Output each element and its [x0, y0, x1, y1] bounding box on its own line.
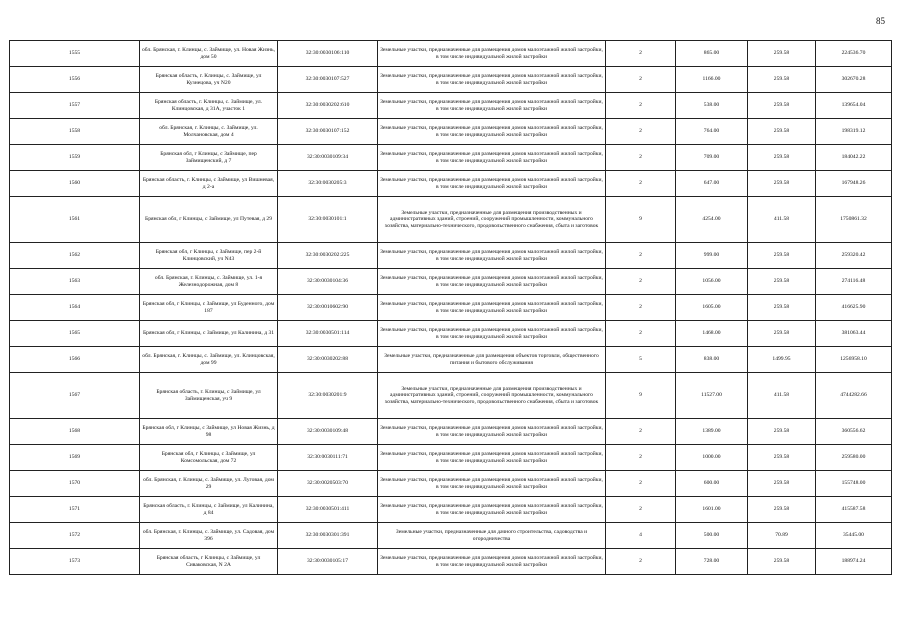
address-cell: Брянская область, г. Клинцы, с Займище, ул Вишневая, д 2-а [140, 171, 278, 197]
cadastral-number-cell: 32:30:0030202:610 [278, 93, 378, 119]
use-group-cell: 2 [606, 93, 676, 119]
cadastral-number-cell: 32:30:0030107:527 [278, 67, 378, 93]
table-row [10, 295, 892, 321]
address-cell: Брянская область, г. Клинцы, с Займище, ул Калинина, д 84 [140, 497, 278, 523]
cadastral-number-cell: 32:30:0030201:9 [278, 373, 378, 419]
cadastral-number-cell: 32:30:0030106:110 [278, 41, 378, 67]
specific-value-cell: 259.58 [748, 321, 816, 347]
land-use-cell: Земельные участки, предназначенные для размещения производственных и административных зданий, строений, сооружений промышленности, коммунального хозяйства, материально-технического, продовольственного снабжения, сбыта и заготовок [378, 197, 606, 243]
use-group-cell: 2 [606, 497, 676, 523]
table-row [10, 41, 892, 67]
specific-value-cell: 1499.95 [748, 347, 816, 373]
table-row [10, 523, 892, 549]
land-use-cell: Земельные участки, предназначенные для дачного строительства, садоводства и огородничества [378, 523, 606, 549]
specific-value-cell: 411.58 [748, 373, 816, 419]
table-row [10, 197, 892, 243]
cadastral-value-cell: 381063.44 [816, 321, 892, 347]
use-group-cell: 2 [606, 67, 676, 93]
land-use-cell: Земельные участки, предназначенные для размещения домов малоэтажной жилой застройки, в том числе индивидуальной жилой застройки [378, 67, 606, 93]
land-use-cell: Земельные участки, предназначенные для размещения объектов торговли, общественного питания и бытового обслуживания [378, 347, 606, 373]
use-group-cell: 2 [606, 419, 676, 445]
use-group-cell: 2 [606, 269, 676, 295]
cadastral-number-cell: 32:30:0030202:225 [278, 243, 378, 269]
cadastral-value-cell: 274116.48 [816, 269, 892, 295]
cadastral-value-cell: 198319.12 [816, 119, 892, 145]
specific-value-cell: 259.58 [748, 145, 816, 171]
address-cell: обл. Брянская, г. Клинцы, с. Займище, ул. Молчановская, дом 4 [140, 119, 278, 145]
row-number: 1566 [10, 347, 140, 373]
cadastral-number-cell: 32:30:0030501:114 [278, 321, 378, 347]
specific-value-cell: 259.58 [748, 243, 816, 269]
area-cell: 600.00 [676, 471, 748, 497]
specific-value-cell: 259.58 [748, 445, 816, 471]
use-group-cell: 5 [606, 347, 676, 373]
table-row [10, 269, 892, 295]
specific-value-cell: 259.58 [748, 171, 816, 197]
cadastral-number-cell: 32:30:0030202:88 [278, 347, 378, 373]
land-use-cell: Земельные участки, предназначенные для размещения домов малоэтажной жилой застройки, в том числе индивидуальной жилой застройки [378, 549, 606, 575]
row-number: 1570 [10, 471, 140, 497]
row-number: 1558 [10, 119, 140, 145]
land-use-cell: Земельные участки, предназначенные для размещения домов малоэтажной жилой застройки, в том числе индивидуальной жилой застройки [378, 41, 606, 67]
use-group-cell: 2 [606, 243, 676, 269]
row-number: 1563 [10, 269, 140, 295]
address-cell: обл. Брянская, г. Клинцы, с. Займище, ул. Новая Жизнь, дом 50 [140, 41, 278, 67]
table-body [10, 41, 892, 575]
area-cell: 1389.00 [676, 419, 748, 445]
table-row [10, 67, 892, 93]
specific-value-cell: 259.58 [748, 93, 816, 119]
use-group-cell: 2 [606, 41, 676, 67]
row-number: 1564 [10, 295, 140, 321]
address-cell: обл. Брянская, г. Клинцы, с. Займище, ул. Луговая, дом 29 [140, 471, 278, 497]
area-cell: 838.00 [676, 347, 748, 373]
address-cell: Брянская область, г. Клинцы, с Займище, ул Займищенская, уч 9 [140, 373, 278, 419]
page-number: 85 [876, 16, 885, 26]
address-cell: обл. Брянская, г. Клинцы, с. Займище, ул. Садовая, дом 396 [140, 523, 278, 549]
row-number: 1559 [10, 145, 140, 171]
land-use-cell: Земельные участки, предназначенные для размещения производственных и административных зданий, строений, сооружений промышленности, коммунального хозяйства, материально-технического, продовольственного снабжения, сбыта и заготовок [378, 373, 606, 419]
table-row [10, 445, 892, 471]
row-number: 1571 [10, 497, 140, 523]
area-cell: 709.00 [676, 145, 748, 171]
address-cell: Брянская область, г. Клинцы, с. Займище, ул. Клинцовская, д 31А, участок 1 [140, 93, 278, 119]
address-cell: Брянская обл, г Клинцы, с Займище, ул Путевая, д 29 [140, 197, 278, 243]
row-number: 1562 [10, 243, 140, 269]
row-number: 1557 [10, 93, 140, 119]
cadastral-value-cell: 188974.24 [816, 549, 892, 575]
table-row [10, 93, 892, 119]
cadastral-value-table [9, 40, 892, 575]
cadastral-value-cell: 259320.42 [816, 243, 892, 269]
row-number: 1569 [10, 445, 140, 471]
cadastral-value-cell: 155748.00 [816, 471, 892, 497]
land-use-cell: Земельные участки, предназначенные для размещения домов малоэтажной жилой застройки, в том числе индивидуальной жилой застройки [378, 295, 606, 321]
cadastral-number-cell: 32:30:0030111:71 [278, 445, 378, 471]
table-row [10, 321, 892, 347]
cadastral-number-cell: 32:30:0030104:36 [278, 269, 378, 295]
row-number: 1555 [10, 41, 140, 67]
area-cell: 1056.00 [676, 269, 748, 295]
land-use-cell: Земельные участки, предназначенные для размещения домов малоэтажной жилой застройки, в том числе индивидуальной жилой застройки [378, 497, 606, 523]
row-number: 1572 [10, 523, 140, 549]
land-use-cell: Земельные участки, предназначенные для размещения домов малоэтажной жилой застройки, в том числе индивидуальной жилой застройки [378, 119, 606, 145]
use-group-cell: 2 [606, 295, 676, 321]
land-use-cell: Земельные участки, предназначенные для размещения домов малоэтажной жилой застройки, в том числе индивидуальной жилой застройки [378, 243, 606, 269]
address-cell: Брянская обл, г Клинцы, с Займище, ул Новая Жизнь, д 98 [140, 419, 278, 445]
area-cell: 728.00 [676, 549, 748, 575]
cadastral-number-cell: 32:30:0030501:411 [278, 497, 378, 523]
address-cell: Брянская обл, г Клинцы, с Займище, пер 2-й Клинцовский, уч N43 [140, 243, 278, 269]
area-cell: 4254.00 [676, 197, 748, 243]
row-number: 1556 [10, 67, 140, 93]
specific-value-cell: 259.58 [748, 471, 816, 497]
area-cell: 1166.00 [676, 67, 748, 93]
land-use-cell: Земельные участки, предназначенные для размещения домов малоэтажной жилой застройки, в том числе индивидуальной жилой застройки [378, 145, 606, 171]
use-group-cell: 9 [606, 373, 676, 419]
specific-value-cell: 259.58 [748, 41, 816, 67]
address-cell: Брянская обл, г Клинцы, с Займище, пер Займищенский, д 7 [140, 145, 278, 171]
land-use-cell: Земельные участки, предназначенные для размещения домов малоэтажной жилой застройки, в том числе индивидуальной жилой застройки [378, 171, 606, 197]
area-cell: 1601.00 [676, 497, 748, 523]
address-cell: Брянская обл, г Клинцы, с Займище, ул Калинина, д 31 [140, 321, 278, 347]
specific-value-cell: 70.89 [748, 523, 816, 549]
row-number: 1568 [10, 419, 140, 445]
area-cell: 1468.00 [676, 321, 748, 347]
use-group-cell: 2 [606, 119, 676, 145]
area-cell: 1605.00 [676, 295, 748, 321]
table-row [10, 471, 892, 497]
cadastral-value-cell: 4744282.66 [816, 373, 892, 419]
address-cell: Брянская обл, г Клинцы, с Займище, ул Буденного, дом 187 [140, 295, 278, 321]
row-number: 1560 [10, 171, 140, 197]
area-cell: 764.00 [676, 119, 748, 145]
area-cell: 11527.00 [676, 373, 748, 419]
specific-value-cell: 259.58 [748, 419, 816, 445]
cadastral-number-cell: 32:30:0030107:152 [278, 119, 378, 145]
cadastral-value-cell: 35445.00 [816, 523, 892, 549]
cadastral-number-cell: 32:30:0030101:1 [278, 197, 378, 243]
cadastral-number-cell: 32:30:0020503:70 [278, 471, 378, 497]
land-use-cell: Земельные участки, предназначенные для размещения домов малоэтажной жилой застройки, в том числе индивидуальной жилой застройки [378, 471, 606, 497]
cadastral-value-cell: 415587.58 [816, 497, 892, 523]
cadastral-number-cell: 32:30:0030109:48 [278, 419, 378, 445]
address-cell: Брянская область, г Клинцы, с Займище, ул Сиваковская, N 2А [140, 549, 278, 575]
area-cell: 538.00 [676, 93, 748, 119]
land-use-cell: Земельные участки, предназначенные для размещения домов малоэтажной жилой застройки, в том числе индивидуальной жилой застройки [378, 321, 606, 347]
use-group-cell: 2 [606, 445, 676, 471]
area-cell: 1000.00 [676, 445, 748, 471]
area-cell: 865.00 [676, 41, 748, 67]
cadastral-value-cell: 360556.62 [816, 419, 892, 445]
specific-value-cell: 259.58 [748, 269, 816, 295]
cadastral-number-cell: 32:30:0030205:3 [278, 171, 378, 197]
cadastral-value-cell: 167948.26 [816, 171, 892, 197]
table-row [10, 549, 892, 575]
table-row [10, 347, 892, 373]
row-number: 1573 [10, 549, 140, 575]
use-group-cell: 2 [606, 145, 676, 171]
specific-value-cell: 259.58 [748, 549, 816, 575]
use-group-cell: 2 [606, 171, 676, 197]
use-group-cell: 4 [606, 523, 676, 549]
cadastral-value-cell: 259580.00 [816, 445, 892, 471]
cadastral-value-cell: 184042.22 [816, 145, 892, 171]
land-use-cell: Земельные участки, предназначенные для размещения домов малоэтажной жилой застройки, в том числе индивидуальной жилой застройки [378, 445, 606, 471]
land-use-cell: Земельные участки, предназначенные для размещения домов малоэтажной жилой застройки, в том числе индивидуальной жилой застройки [378, 269, 606, 295]
address-cell: обл. Брянская, г. Клинцы, с. Займище, ул. 1-я Железнодорожная, дом 8 [140, 269, 278, 295]
specific-value-cell: 259.58 [748, 119, 816, 145]
address-cell: Брянская обл, г Клинцы, с Займище, ул Комсомольская, дом 72 [140, 445, 278, 471]
cadastral-number-cell: 32:30:0030105:17 [278, 549, 378, 575]
cadastral-value-cell: 1750861.32 [816, 197, 892, 243]
specific-value-cell: 259.58 [748, 497, 816, 523]
specific-value-cell: 259.58 [748, 295, 816, 321]
cadastral-value-cell: 416625.90 [816, 295, 892, 321]
specific-value-cell: 259.58 [748, 67, 816, 93]
use-group-cell: 2 [606, 549, 676, 575]
cadastral-number-cell: 32:30:0030301:391 [278, 523, 378, 549]
use-group-cell: 9 [606, 197, 676, 243]
table-row [10, 171, 892, 197]
table-row [10, 497, 892, 523]
cadastral-number-cell: 32:30:0010602:90 [278, 295, 378, 321]
row-number: 1567 [10, 373, 140, 419]
use-group-cell: 2 [606, 321, 676, 347]
specific-value-cell: 411.58 [748, 197, 816, 243]
table-row [10, 145, 892, 171]
cadastral-value-cell: 302670.28 [816, 67, 892, 93]
cadastral-number-cell: 32:30:0030109:34 [278, 145, 378, 171]
area-cell: 500.00 [676, 523, 748, 549]
address-cell: обл. Брянская, г. Клинцы, с. Займище, ул. Клинцовская, дом 99 [140, 347, 278, 373]
use-group-cell: 2 [606, 471, 676, 497]
table-row [10, 243, 892, 269]
area-cell: 999.00 [676, 243, 748, 269]
land-use-cell: Земельные участки, предназначенные для размещения домов малоэтажной жилой застройки, в том числе индивидуальной жилой застройки [378, 93, 606, 119]
area-cell: 647.00 [676, 171, 748, 197]
land-use-cell: Земельные участки, предназначенные для размещения домов малоэтажной жилой застройки, в том числе индивидуальной жилой застройки [378, 419, 606, 445]
cadastral-value-cell: 224536.70 [816, 41, 892, 67]
row-number: 1561 [10, 197, 140, 243]
cadastral-value-cell: 1256958.10 [816, 347, 892, 373]
table-row [10, 119, 892, 145]
address-cell: Брянская область, г. Клинцы, с. Займище, ул Кузнецова, уч N20 [140, 67, 278, 93]
table-row [10, 373, 892, 419]
cadastral-value-cell: 139654.04 [816, 93, 892, 119]
table-row [10, 419, 892, 445]
row-number: 1565 [10, 321, 140, 347]
